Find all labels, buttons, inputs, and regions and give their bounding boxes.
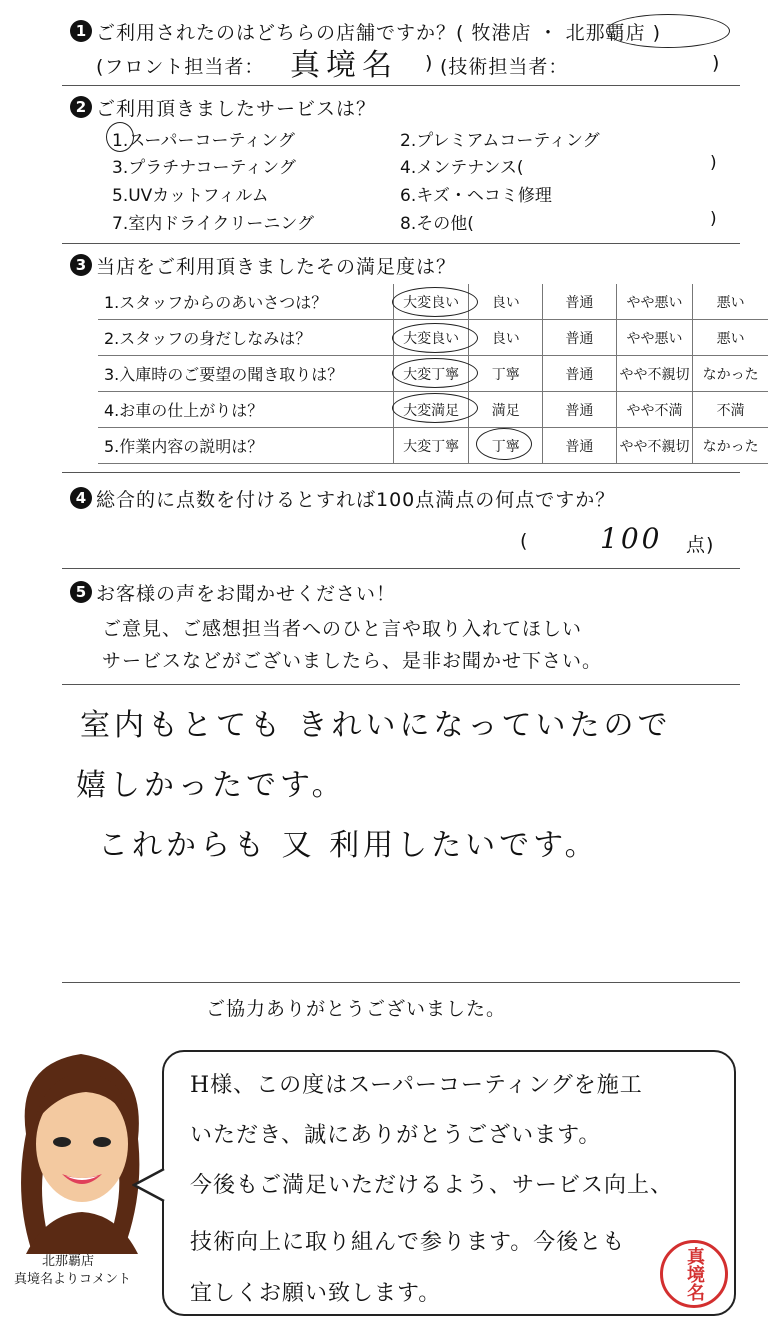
divider [62, 982, 740, 983]
right-eye [93, 1137, 111, 1147]
store-option-makiminato[interactable]: 牧港店 [471, 22, 532, 44]
staff-reply-line: 宜しくお願い致します。 [190, 1281, 442, 1306]
service-option[interactable]: 1.スーパーコーティング [112, 131, 295, 151]
staff-reply-line: 技術向上に取り組んで参ります。今後とも [190, 1230, 626, 1255]
satisfaction-question: 3.入庫時のご要望の聞き取りは？ [98, 356, 393, 392]
question-2-number: 2 [70, 96, 92, 118]
rating-option[interactable]: 満足 [469, 392, 543, 428]
rating-option[interactable]: 大変丁寧 [393, 356, 469, 392]
selected-service-circle [106, 122, 134, 152]
rating-option[interactable]: 丁寧 [469, 356, 543, 392]
selected-rating-circle [392, 287, 478, 317]
question-3-text: 当店をご利用頂きましたその満足度は？ [96, 256, 457, 278]
rating-option[interactable]: 良い [469, 284, 543, 320]
selected-store-circle [606, 14, 730, 48]
staff-store-caption: 北那覇店 [42, 1254, 95, 1269]
tech-staff-label[interactable]: (技術担当者： [440, 56, 569, 78]
rating-option[interactable]: やや悪い [616, 284, 693, 320]
staff-reply-line: 今後もご満足いただけるよう、サービス向上、 [190, 1173, 674, 1198]
front-staff-label: (フロント担当者： [96, 56, 265, 78]
tech-staff-close: ) [712, 52, 721, 74]
rating-option[interactable]: 大変良い [393, 320, 469, 356]
staff-reply-line: H様、この度はスーパーコーティングを施工 [190, 1073, 643, 1098]
thanks-message: ご協力ありがとうございました。 [206, 998, 507, 1020]
question-4-text: 総合的に点数を付けるとすれば100点満点の何点ですか？ [96, 489, 616, 511]
front-staff-close: ) [425, 52, 434, 74]
question-3-number: 3 [70, 254, 92, 276]
divider [62, 243, 740, 244]
staff-reply-line: いただき、誠にありがとうございます。 [190, 1123, 602, 1148]
satisfaction-question: 1.スタッフからのあいさつは？ [98, 284, 393, 320]
store-separator: ・ [538, 22, 559, 44]
satisfaction-question: 5.作業内容の説明は？ [98, 428, 393, 464]
name-stamp: 真境名 [660, 1240, 728, 1308]
rating-option[interactable]: やや不親切 [616, 356, 693, 392]
question-5-text: お客様の声をお聞かせください！ [96, 583, 397, 605]
rating-option[interactable]: やや不親切 [616, 428, 693, 464]
score-unit: 点) [686, 534, 715, 556]
left-eye [53, 1137, 71, 1147]
satisfaction-question: 4.お車の仕上がりは？ [98, 392, 393, 428]
selected-rating-circle [476, 428, 532, 460]
service-option[interactable]: 6.キズ・ヘコミ修理 [400, 186, 552, 206]
service-option[interactable]: 3.プラチナコーティング [112, 158, 296, 178]
satisfaction-row [98, 428, 768, 464]
selected-rating-circle [392, 393, 478, 423]
rating-option[interactable]: 大変丁寧 [393, 428, 469, 464]
rating-option[interactable]: 良い [469, 320, 543, 356]
question-2-text: ご利用頂きましたサービスは？ [96, 98, 377, 120]
customer-comment-line[interactable]: 嬉しかったです。 [76, 768, 346, 803]
rating-option[interactable]: 不満 [693, 392, 768, 428]
question-1-close: ) [652, 22, 662, 44]
service-option[interactable]: 7.室内ドライクリーニング [112, 214, 315, 234]
store-option-kitanaha[interactable]: 北那覇店 [565, 22, 646, 44]
staff-avatar [6, 1044, 156, 1254]
rating-option[interactable]: 普通 [543, 320, 617, 356]
service-option[interactable]: 2.プレミアムコーティング [400, 131, 600, 151]
service-option-close: ) [710, 209, 717, 229]
rating-option[interactable]: なかった [693, 428, 768, 464]
bubble-tail [132, 1165, 166, 1205]
rating-option[interactable]: 普通 [543, 356, 617, 392]
service-option[interactable]: 4.メンテナンス( [400, 158, 524, 178]
rating-option[interactable]: 悪い [693, 320, 768, 356]
staff-comment-caption: 真境名よりコメント [14, 1272, 132, 1287]
rating-option[interactable]: 悪い [693, 284, 768, 320]
rating-option[interactable]: 大変良い [393, 284, 469, 320]
service-option-close: ) [710, 153, 717, 173]
selected-rating-circle [392, 323, 478, 353]
selected-rating-circle [392, 358, 478, 388]
score-value[interactable]: 100 [600, 522, 663, 555]
rating-option[interactable]: やや不満 [616, 392, 693, 428]
question-1-text: ご利用されたのはどちらの店舗ですか？( [96, 22, 465, 44]
question-1-number: 1 [70, 20, 92, 42]
rating-option[interactable]: 普通 [543, 392, 617, 428]
rating-option[interactable]: 丁寧 [469, 428, 543, 464]
rating-option[interactable]: 大変満足 [393, 392, 469, 428]
score-open-paren: ( [520, 530, 529, 552]
question-5-number: 5 [70, 581, 92, 603]
customer-comment-line[interactable]: これからも 又 利用したいです。 [98, 828, 599, 863]
question-4-number: 4 [70, 487, 92, 509]
rating-option[interactable]: やや悪い [616, 320, 693, 356]
service-option[interactable]: 8.その他( [400, 214, 474, 234]
satisfaction-question: 2.スタッフの身だしなみは？ [98, 320, 393, 356]
question-5-instruction: サービスなどがございましたら、是非お聞かせ下さい。 [102, 650, 603, 672]
divider [62, 684, 740, 685]
divider [62, 568, 740, 569]
question-5-instruction: ご意見、ご感想担当者へのひと言や取り入れてほしい [102, 618, 583, 640]
divider [62, 472, 740, 473]
rating-option[interactable]: 普通 [543, 284, 617, 320]
service-option[interactable]: 5.UVカットフィルム [112, 186, 269, 206]
front-staff-value[interactable]: 真境名 [290, 48, 398, 83]
rating-option[interactable]: 普通 [543, 428, 617, 464]
divider [62, 85, 740, 86]
rating-option[interactable]: なかった [693, 356, 768, 392]
customer-comment-line[interactable]: 室内もとても きれいになっていたので [80, 708, 672, 743]
